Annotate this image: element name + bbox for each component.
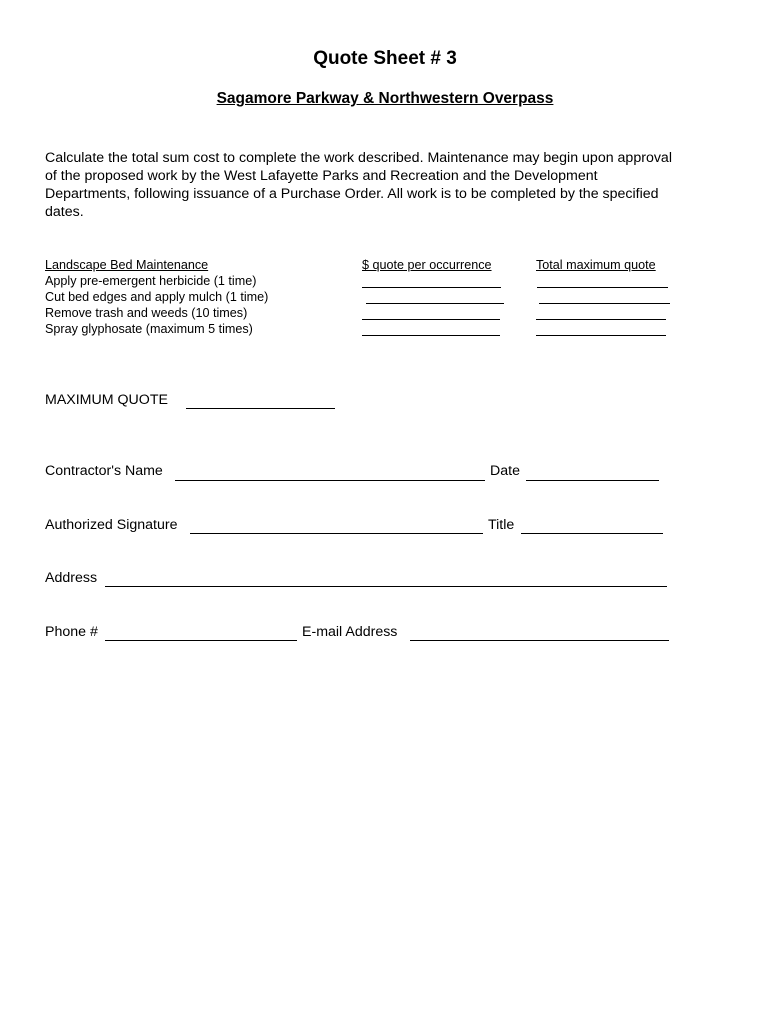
table-row: Remove trash and weeds (10 times) — [45, 306, 248, 320]
table-row: Apply pre-emergent herbicide (1 time) — [45, 274, 257, 288]
email-line[interactable] — [410, 640, 669, 641]
maximum-quote-line[interactable] — [186, 408, 335, 409]
quote-sheet-title: Quote Sheet # 3 — [313, 48, 457, 69]
header-total-maximum-quote: Total maximum quote — [536, 258, 656, 272]
phone-label: Phone # — [45, 624, 98, 640]
table-row: Cut bed edges and apply mulch (1 time) — [45, 290, 269, 304]
total-line[interactable] — [536, 319, 666, 320]
quote-line[interactable] — [362, 287, 501, 288]
total-line[interactable] — [537, 287, 668, 288]
quote-line[interactable] — [362, 335, 500, 336]
contractor-name-label: Contractor's Name — [45, 463, 163, 479]
date-label: Date — [490, 463, 520, 479]
phone-line[interactable] — [105, 640, 297, 641]
quote-line[interactable] — [366, 303, 504, 304]
title-label: Title — [488, 517, 515, 533]
address-label: Address — [45, 570, 98, 586]
quote-line[interactable] — [362, 319, 500, 320]
authorized-signature-line[interactable] — [190, 533, 483, 534]
title-line[interactable] — [521, 533, 663, 534]
intro-line: Calculate the total sum cost to complete the work described. Maintenance may begin upon approval — [45, 150, 672, 166]
intro-line: dates. — [45, 204, 84, 220]
intro-line: of the proposed work by the West Lafayette Parks and Recreation and the Development — [45, 168, 598, 184]
header-landscape-bed-maintenance: Landscape Bed Maintenance — [45, 258, 209, 272]
address-line[interactable] — [105, 586, 667, 587]
table-row: Spray glyphosate (maximum 5 times) — [45, 322, 253, 336]
intro-line: Departments, following issuance of a Purchase Order. All work is to be completed by the specified — [45, 186, 659, 202]
total-line[interactable] — [536, 335, 666, 336]
authorized-signature-label: Authorized Signature — [45, 517, 178, 533]
maximum-quote-label: MAXIMUM QUOTE — [45, 392, 168, 408]
contractor-name-line[interactable] — [175, 480, 485, 481]
email-label: E-mail Address — [302, 624, 398, 640]
intro-paragraph — [45, 149, 735, 221]
header-quote-per-occurrence: $ quote per occurrence — [362, 258, 492, 272]
total-line[interactable] — [539, 303, 670, 304]
date-line[interactable] — [526, 480, 659, 481]
quote-sheet-subtitle: Sagamore Parkway & Northwestern Overpass — [216, 90, 554, 107]
